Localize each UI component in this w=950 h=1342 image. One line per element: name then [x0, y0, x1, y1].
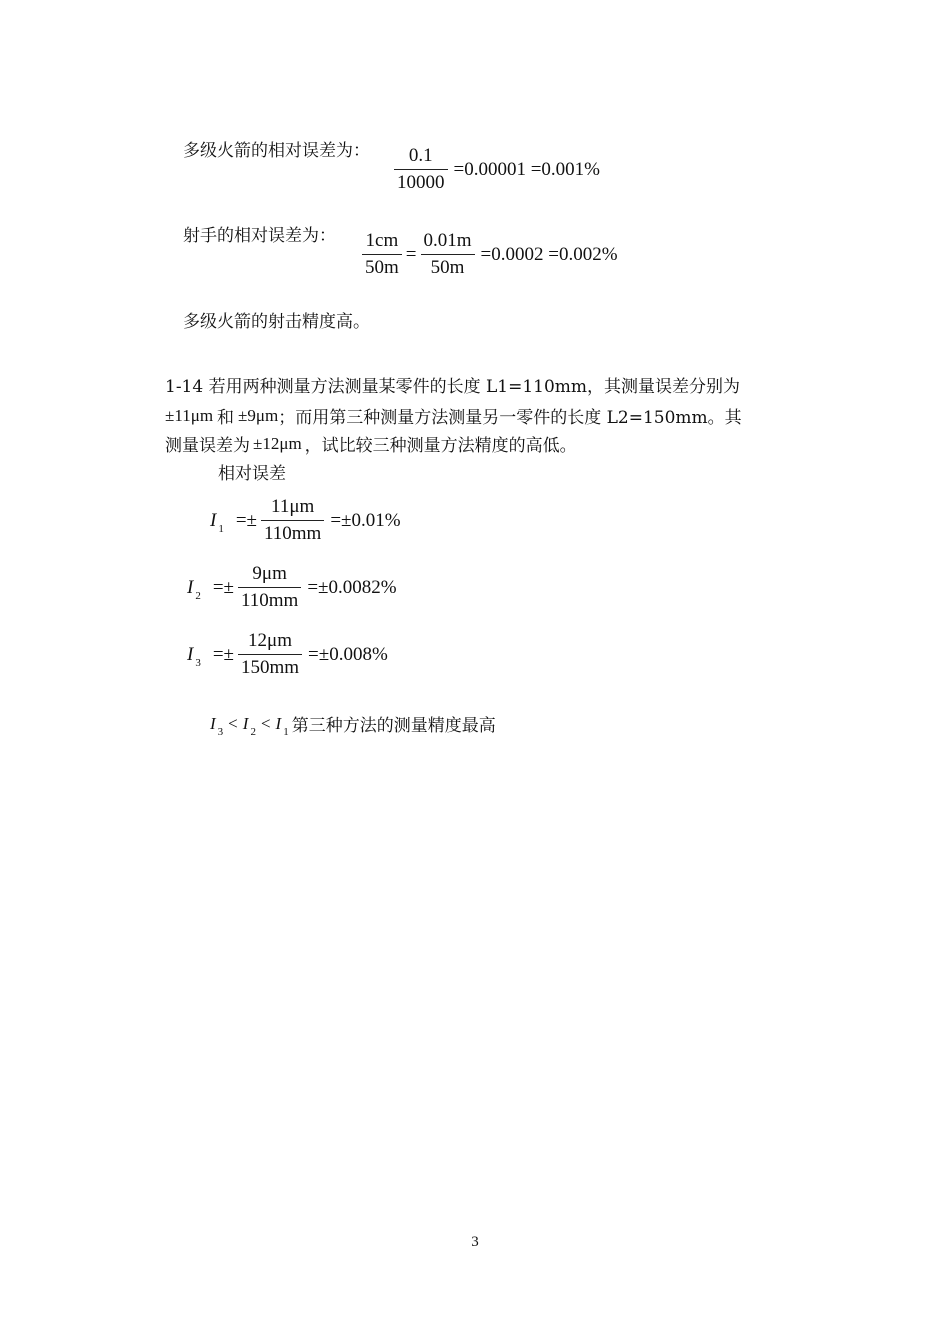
- pm-11-um: ±11μm: [165, 405, 214, 425]
- eq1-numerator: 11μm: [271, 496, 315, 517]
- problem-line-1: 1-14 若用两种测量方法测量某零件的长度 L1=110mm，其测量误差分别为: [165, 377, 741, 397]
- problem-line-2-rest: ；而用第三种测量方法测量另一零件的长度 L2=150mm。其: [278, 408, 742, 428]
- final-lt-2: <: [260, 713, 271, 733]
- eq2-numerator: 9μm: [252, 563, 287, 584]
- shooter-f1-denominator: 50m: [365, 257, 399, 278]
- shooter-equals: =: [405, 243, 417, 265]
- problem-line-2: [165, 403, 742, 428]
- equation-2: [187, 564, 397, 611]
- eq3-denominator: 150mm: [240, 657, 300, 678]
- eq2-rhs: =±0.0082%: [307, 576, 397, 598]
- shooter-f1-numerator: 1cm: [365, 230, 399, 251]
- rocket-fraction: [394, 146, 448, 193]
- shooter-f2-numerator: 0.01m: [423, 230, 472, 251]
- final-var-3: I $_3$: [210, 713, 224, 738]
- shooter-f2-denominator: 50m: [430, 257, 465, 278]
- problem-line-3: [165, 431, 577, 456]
- shooter-result: =0.0002 =0.002%: [480, 243, 618, 265]
- eq2-fraction: [238, 564, 301, 611]
- pm-12-um: ±12μm: [253, 433, 302, 453]
- eq2-lhs: =±: [212, 576, 234, 598]
- shooter-label: 射手的相对误差为：: [183, 226, 336, 246]
- rocket-numerator: 0.1: [408, 145, 433, 166]
- shooter-fraction-1: [362, 231, 402, 278]
- problem-line-3-rest: ，试比较三种测量方法精度的高低。: [304, 436, 577, 456]
- relative-error-label: 相对误差: [218, 464, 286, 484]
- rocket-equation: [394, 146, 600, 193]
- final-text: 第三种方法的测量精度最高: [291, 716, 496, 736]
- problem-line-3-start: 测量误差为: [165, 436, 250, 456]
- eq3-lhs: =±: [212, 643, 234, 665]
- eq2-denominator: 110mm: [240, 590, 299, 611]
- eq1-rhs: =±0.01%: [330, 509, 401, 531]
- eq3-variable: I $_3$: [187, 643, 201, 669]
- page-number: 3: [471, 1234, 479, 1250]
- rocket-result: =0.00001 =0.001%: [453, 158, 601, 180]
- problem-and: 和: [217, 408, 235, 428]
- rocket-denominator: 10000: [397, 172, 445, 193]
- shooter-fraction-2: [421, 231, 475, 278]
- eq1-fraction: [261, 497, 324, 544]
- equation-3: [187, 631, 388, 678]
- equation-1: [210, 497, 401, 544]
- eq3-fraction: [238, 631, 302, 678]
- eq3-rhs: =±0.008%: [308, 643, 388, 665]
- eq1-denominator: 110mm: [263, 523, 322, 544]
- final-lt-1: <: [228, 713, 238, 733]
- eq3-numerator: 12μm: [248, 630, 292, 651]
- final-var-2: I $_2$: [242, 713, 256, 738]
- shooter-equation: [362, 231, 618, 278]
- pm-9-um: ±9μm: [238, 405, 279, 425]
- eq1-lhs: =±: [235, 509, 257, 531]
- final-comparison: [210, 711, 496, 736]
- final-var-1: I $_1$: [275, 713, 289, 738]
- eq2-variable: I $_2$: [187, 576, 201, 602]
- eq1-variable: I $_1$: [210, 509, 224, 535]
- conclusion-1: 多级火箭的射击精度高。: [183, 312, 370, 332]
- rocket-label: 多级火箭的相对误差为：: [183, 141, 370, 161]
